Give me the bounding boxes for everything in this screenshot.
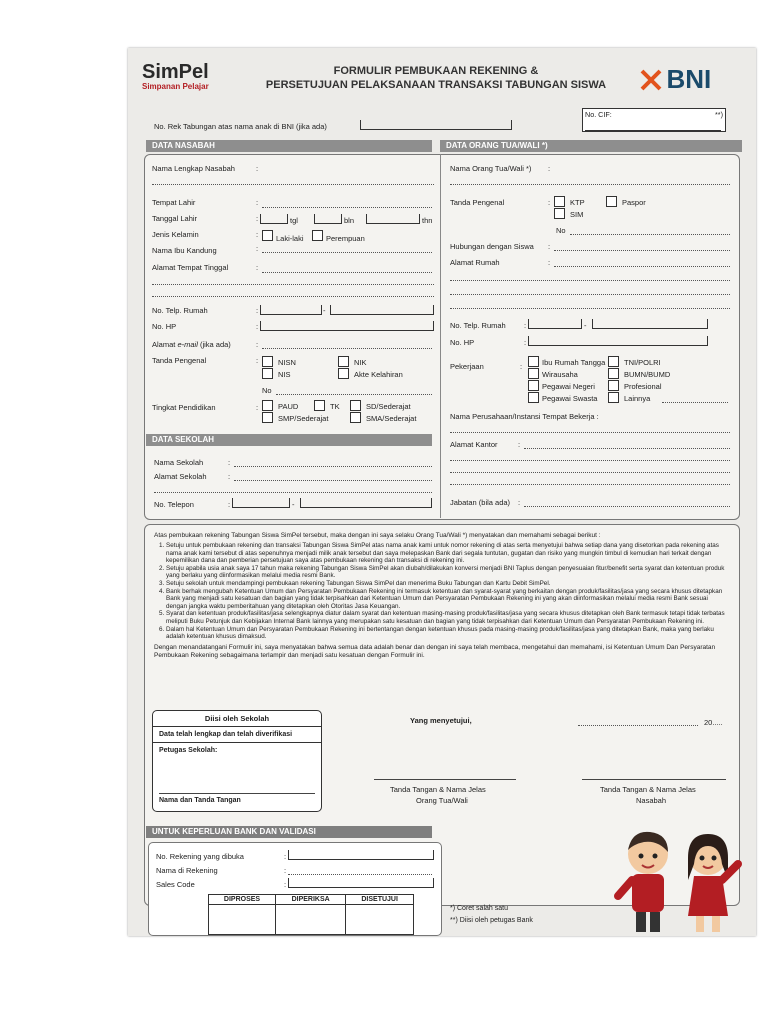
prof-checkbox[interactable] <box>608 380 619 391</box>
kantor-field-2[interactable] <box>450 460 730 461</box>
terms-text: Atas pembukaan rekening Tabungan Siswa SimPel tersebut, maka dengan ini saya selaku Orang Tua/Wali *) menyatakan dan memahami sebagai berikut : 1. Setuju untuk pembukaan rekening dan transaksi Tabungan Siswa SimPel atas nama anak kami untuk nomor rekening di atas serta menyetujui bahwa setiap dana yang disetorkan pada rekening atas nama anak kami tersebut di atas sepenuhnya menjadi milik anak tersebut dan saya melepaskan Bank dari segala tuntutan, gugatan dan risiko yang mungkin timbul di kemudian hari terkait dengan kepemilikan dana dan pemberian persetujuan saya atas pembukaan rekening dan transaksi di rekening ini. 2. Setuju apabila usia anak saya 17 tahun maka rekening Tabungan Siswa SimPel akan diubah/dilakukan konversi menjadi BNI Taplus dengan penyesuaian fitur/benefit serta syarat dan ketentuan produk yang berlaku yang diinformasikan melalui media resmi Bank. 3. Setuju sekolah untuk mendampingi pembukaan rekening Tabungan Siswa SimPel dan menerima Buku Tabungan dan Kartu Debit SimPel. 4. Bank berhak mengubah Ketentuan Umum dan Persyaratan Pembukaan Rekening ini termasuk ketentuan dan syarat-syarat yang berkaitan dengan produk/fasilitas/jasa yang secara khusus ditetapkan Bank yang menjadi satu kesatuan dan bagian yang tidak terpisahkan dari Ketentuan Umum dan Persyaratan Pembukaan Rekening ini yang akan diinformasikan melalui media resmi Bank sesuai dengan jangka waktu pemberitahuan yang ditetapkan oleh Otoritas Jasa Keuangan. 5. Syarat dan ketentuan produk/fasilitas/jasa selengkapnya diatur dalam syarat dan ketentuan masing-masing produk/fasilitas/jasa yang secara khusus ditetapkan oleh Bank termasuk tetapi tidak terbatas meliputi Buku Petunjuk dan Kebijakan Internal Bank lainnya yang merupakan satu kesatuan dan bagian yang tidak terpisahkan dari Ketentuan Umum dan Persyaratan Pembukaan Rekening ini. 6. Dalam hal Ketentuan Umum dan Persyaratan Pembukaan Rekening ini bertentangan dengan ketentuan khusus pada masing-masing produk/fasilitas/jasa yang ditetapkan Bank, maka yang berlaku adalah ketentuan khusus dimaksud. Dengan menandatangani Formulir ini, saya menyatakan bahwa semua data adalah benar dan dengan ini saya telah membaca, mengetahui dan memahami, isi Ketentuan Umum Dan Persyaratan Pembukaan Rekening sebagaimana terlampir dan menjadi satu kesatuan dengan Formulir ini. <box>154 532 728 660</box>
cell-diperiksa[interactable] <box>276 905 346 935</box>
jabatan-field[interactable] <box>524 506 730 507</box>
pengenal-no-field[interactable] <box>276 394 432 395</box>
student-mascots-illustration <box>608 824 748 934</box>
alamat-sekolah-field-2[interactable] <box>154 492 432 493</box>
sales-code-label: Sales Code <box>156 880 195 889</box>
telp-rumah-field[interactable] <box>330 305 434 315</box>
nama-sekolah-field[interactable] <box>234 466 432 467</box>
alamat-field-3[interactable] <box>152 296 434 297</box>
email-label: Alamat e-mail (jika ada) <box>152 340 231 349</box>
telp-ortu-label: No. Telp. Rumah <box>450 321 506 330</box>
tni-checkbox[interactable] <box>608 356 619 367</box>
boy-mascot <box>618 832 668 932</box>
sim-checkbox[interactable] <box>554 208 565 219</box>
tanggal-lahir-label: Tanggal Lahir <box>152 214 198 223</box>
email-field[interactable] <box>262 348 432 349</box>
bumn-checkbox[interactable] <box>608 368 619 379</box>
perempuan-checkbox[interactable] <box>312 230 323 241</box>
perusahaan-label: Nama Perusahaan/Instansi Tempat Bekerja : <box>450 412 599 421</box>
nama-ortu-label: Nama Orang Tua/Wali *) <box>450 164 532 173</box>
alamat-ortu-field-3[interactable] <box>450 294 730 295</box>
hp-label: No. HP <box>152 322 177 331</box>
jenis-kelamin-label: Jenis Kelamin <box>152 230 199 239</box>
nama-sekolah-label: Nama Sekolah <box>154 458 204 467</box>
akte-checkbox[interactable] <box>338 368 349 379</box>
alamat-field-2[interactable] <box>152 284 434 285</box>
lain-checkbox[interactable] <box>608 392 619 403</box>
kantor-label: Alamat Kantor <box>450 440 498 449</box>
note-petugas: **) Diisi oleh petugas Bank <box>450 917 533 924</box>
alamat-ortu-label: Alamat Rumah <box>450 258 500 267</box>
simpel-logo: SimPel Simpanan Pelajar <box>142 61 209 91</box>
col-disetujui: DISETUJUI <box>346 895 414 905</box>
hp-field[interactable] <box>260 321 434 331</box>
col-diproses: DIPROSES <box>209 895 276 905</box>
bni-emblem-icon <box>640 68 662 92</box>
swasta-checkbox[interactable] <box>528 392 539 403</box>
tgl-field[interactable] <box>260 214 288 224</box>
bln-field[interactable] <box>314 214 342 224</box>
section-ortu: DATA ORANG TUA/WALI *) <box>440 140 742 152</box>
alamat-ortu-field-2[interactable] <box>450 280 730 281</box>
section-bank: UNTUK KEPERLUAN BANK DAN VALIDASI <box>146 826 432 838</box>
girl-mascot <box>688 834 738 932</box>
pengenal-label: Tanda Pengenal <box>152 356 207 365</box>
rek-field[interactable] <box>360 120 512 130</box>
col-diperiksa: DIPERIKSA <box>276 895 346 905</box>
nis-checkbox[interactable] <box>262 368 273 379</box>
note-coret: *) Coret salah satu <box>450 905 508 912</box>
telepon-sekolah-field[interactable] <box>300 498 432 508</box>
tempat-lahir-label: Tempat Lahir <box>152 198 196 207</box>
cif-box[interactable]: No. CIF: **) <box>582 108 726 132</box>
sd-checkbox[interactable] <box>350 400 361 411</box>
bni-logo: BNI <box>640 64 711 95</box>
alamat-label: Alamat Tempat Tinggal <box>152 263 229 272</box>
hubungan-label: Hubungan dengan Siswa <box>450 242 534 251</box>
tahun-label: 20..... <box>704 718 723 727</box>
form-page: SimPel Simpanan Pelajar FORMULIR PEMBUKAAN REKENING & PERSETUJUAN PELAKSANAAN TRANSAKSI TABUNGAN SISWA BNI No. CIF: **) No. Rek Tabungan atas nama anak di BNI (jika ada) DATA NASABAH DATA ORANG TUA/WALI *) Nama Lengkap Nasabah : Tempat Lahir : Tanggal Lahir : tgl bln thn Jenis Kelamin : Laki-laki Perempuan Nama Ibu Kandung : Alamat Tempat Tinggal : No. Telp. Rumah : - No. HP : Alamat e-mail (jika ada) : Tanda Pengenal : NISN NIK NIS Akte Kelahiran No Tingkat Pendidikan : PAUD TK SD/Sederajat SMP/Sederajat SMA/Sederajat DATA SEKOLAH Nama Sekolah : Alamat Sekolah : No. Telepon : - Nama Orang Tua/Wali *) : Tanda Pengenal : KTP Paspor SIM No Hubungan dengan Siswa : Alamat Rumah : No. Telp. Rumah : - No. HP : Pekerjaan : Ibu Rumah Tangga TNI/POLRI Wirausaha BUMN/BUMD Pegawai Negeri Profesional Pegawai Swasta Lainnya Nama Perusahaan/Instansi Tempat Bekerja : Alamat Kantor : Jabatan (bila ada) : Atas pembukaan rekening Tabungan Siswa SimPel tersebut, maka dengan ini saya selaku Orang Tua/Wali *) menyatakan dan memahami sebagai berikut : 1. Setuju untuk pembukaan rekening dan transaksi Tabungan Siswa SimPel atas nama anak kami untuk nomor rekening di atas serta menyetujui bahwa setiap dana yang disetorkan pada rekening atas nama anak kami tersebut di atas sepenuhnya menjadi milik anak tersebut dan saya melepaskan Bank dari segala tuntutan, gugatan dan risiko yang mungkin timbul di kemudian hari terkait dengan kepemilikan dana dan pemberian persetujuan saya atas pembukaan rekening dan transaksi di rekening ini. 2. Setuju apabila usia anak saya 17 tahun maka rekening Tabungan Siswa SimPel akan diubah/dilakukan konversi menjadi BNI Taplus dengan penyesuaian fitur/benefit serta syarat dan ketentuan produk yang berlaku yang diinformasikan melalui media resmi Bank. 3. Setuju sekolah untuk mendampingi pembukaan rekening Tabungan Siswa SimPel dan menerima Buku Tabungan dan Kartu Debit SimPel. 4. Bank berhak mengubah Ketentuan Umum dan Persyaratan Pembukaan Rekening ini termasuk ketentuan dan syarat-syarat yang berkaitan dengan produk/fasilitas/jasa yang secara khusus ditetapkan Bank yang menjadi satu kesatuan dan bagian yang tidak terpisahkan dari Ketentuan Umum dan Persyaratan Pembukaan Rekening ini yang akan diinformasikan melalui media resmi Bank sesuai dengan jangka waktu pemberitahuan yang ditetapkan oleh Otoritas Jasa Keuangan. 5. Syarat dan ketentuan produk/fasilitas/jasa selengkapnya diatur dalam syarat dan ketentuan masing-masing produk/fasilitas/jasa yang secara khusus ditetapkan oleh Bank termasuk tetapi tidak terbatas meliputi Buku Petunjuk dan Kebijakan Internal Bank lainnya yang merupakan satu kesatuan dan bagian yang tidak terpisahkan dari Ketentuan Umum dan Persyaratan Pembukaan Rekening ini. 6. Dalam hal Ketentuan Umum dan Persyaratan Pembukaan Rekening ini bertentangan dengan ketentuan khusus pada masing-masing produk/fasilitas/jasa yang ditetapkan Bank, maka yang berlaku adalah ketentuan khusus dimaksud. Dengan menandatangani Formulir ini, saya menyatakan bahwa semua data adalah benar dan dengan ini saya telah membaca, mengetahui dan memahami, isi Ketentuan Umum Dan Persyaratan Pembukaan Rekening sebagaimana terlampir dan menjadi satu kesatuan dengan Formulir ini. Diisi oleh Sekolah Data telah lengkap dan telah diverifikasi Petugas Sekolah: Nama dan Tanda Tangan Yang menyetujui, 20..... Tanda Tangan & Nama Jelas Orang Tua/Wali Tanda Tangan & Nama Jelas Nasabah UNTUK KEPERLUAN BANK DAN VALIDASI No. Rekening yang dibuka : Nama di Rekening : Sales Code : DIPROSES DIPERIKSA DISETUJUI *) Coret salah satu **) Diisi oleh petugas Bank <box>128 48 756 936</box>
smp-checkbox[interactable] <box>262 412 273 423</box>
nama-nasabah-field[interactable] <box>152 184 434 185</box>
cell-diproses[interactable] <box>209 905 276 935</box>
telp-ortu-field[interactable] <box>592 319 708 329</box>
alamat-sekolah-field-1[interactable] <box>234 480 432 481</box>
nisn-checkbox[interactable] <box>262 356 273 367</box>
telp-rumah-label: No. Telp. Rumah <box>152 306 208 315</box>
telepon-sekolah-label: No. Telepon <box>154 500 194 509</box>
cell-disetujui[interactable] <box>346 905 414 935</box>
tempat-lahir-field[interactable] <box>262 207 432 208</box>
kantor-field-1[interactable] <box>524 448 730 449</box>
nik-checkbox[interactable] <box>338 356 349 367</box>
jabatan-label: Jabatan (bila ada) <box>450 498 511 507</box>
menyetujui-label: Yang menyetujui, <box>410 716 472 725</box>
validation-table <box>208 894 414 935</box>
nama-rekening-label: Nama di Rekening <box>156 866 218 875</box>
terms-list: 1. Setuju untuk pembukaan rekening dan transaksi Tabungan Siswa SimPel atas nama anak kami untuk nomor rekening di atas serta menyetujui bahwa setiap dana yang disetorkan pada rekening atas nama anak kami tersebut di atas sepenuhnya menjadi milik anak tersebut dan saya melepaskan Bank dari segala tuntutan, gugatan dan risiko yang mungkin timbul di kemudian hari terkait dengan kepemilikan dana dan pemberian persetujuan saya atas pembukaan rekening dan transaksi di rekening ini. 2. Setuju apabila usia anak saya 17 tahun maka rekening Tabungan Siswa SimPel akan diubah/dilakukan konversi menjadi BNI Taplus dengan penyesuaian fitur/benefit serta syarat dan ketentuan produk yang berlaku yang diinformasikan melalui media resmi Bank. 3. Setuju sekolah untuk mendampingi pembukaan rekening Tabungan Siswa SimPel dan menerima Buku Tabungan dan Kartu Debit SimPel. 4. Bank berhak mengubah Ketentuan Umum dan Persyaratan Pembukaan Rekening ini termasuk ketentuan dan syarat-syarat yang berkaitan dengan produk/fasilitas/jasa yang secara khusus ditetapkan Bank yang menjadi satu kesatuan dan bagian yang tidak terpisahkan dari Ketentuan Umum dan Persyaratan Pembukaan Rekening ini yang akan diinformasikan melalui media resmi Bank sesuai dengan jangka waktu pemberitahuan yang ditetapkan oleh Otoritas Jasa Keuangan. 5. Syarat dan ketentuan produk/fasilitas/jasa selengkapnya diatur dalam syarat dan ketentuan masing-masing produk/fasilitas/jasa yang secara khusus ditetapkan oleh Bank termasuk tetapi tidak terbatas meliputi Buku Petunjuk dan Kebijakan Internal Bank lainnya yang merupakan satu kesatuan dan bagian yang tidak terpisahkan dari Ketentuan Umum dan Persyaratan Pembukaan Rekening ini. 6. Dalam hal Ketentuan Umum dan Persyaratan Pembukaan Rekening ini bertentangan dengan ketentuan khusus pada masing-masing produk/fasilitas/jasa yang ditetapkan Bank, maka yang berlaku adalah ketentuan khusus dimaksud. <box>154 542 728 641</box>
nama-ortu-field[interactable] <box>450 184 730 185</box>
ortu-wali-label: Orang Tua/Wali <box>416 796 468 805</box>
ibu-kandung-label: Nama Ibu Kandung <box>152 246 217 255</box>
negeri-checkbox[interactable] <box>528 380 539 391</box>
ttd-ortu-label: Tanda Tangan & Nama Jelas <box>390 785 486 794</box>
sma-checkbox[interactable] <box>350 412 361 423</box>
kantor-field-4[interactable] <box>450 484 730 485</box>
nama-rekening-field[interactable] <box>288 874 432 875</box>
ibu-kandung-field[interactable] <box>262 252 432 253</box>
alamat-ortu-field-4[interactable] <box>450 308 730 309</box>
alamat-ortu-field-1[interactable] <box>554 266 730 267</box>
tk-checkbox[interactable] <box>314 400 325 411</box>
hubungan-field[interactable] <box>554 250 730 251</box>
kantor-field-3[interactable] <box>450 472 730 473</box>
laki-checkbox[interactable] <box>262 230 273 241</box>
no-rek-bank-label: No. Rekening yang dibuka <box>156 852 244 861</box>
section-sekolah: DATA SEKOLAH <box>146 434 432 446</box>
ktp-checkbox[interactable] <box>554 196 565 207</box>
nasabah-signature-line[interactable] <box>582 779 726 780</box>
paspor-checkbox[interactable] <box>606 196 617 207</box>
pengenal-ortu-label: Tanda Pengenal <box>450 198 505 207</box>
alamat-sekolah-label: Alamat Sekolah <box>154 472 207 481</box>
hp-ortu-label: No. HP <box>450 338 475 347</box>
section-nasabah: DATA NASABAH <box>146 140 432 152</box>
pendidikan-label: Tingkat Pendidikan <box>152 403 216 412</box>
thn-field[interactable] <box>366 214 420 224</box>
no-rek-bank-field[interactable] <box>288 850 434 860</box>
nama-nasabah-label: Nama Lengkap Nasabah <box>152 164 235 173</box>
paud-checkbox[interactable] <box>262 400 273 411</box>
tempat-tanggal-field[interactable] <box>578 725 698 726</box>
ttd-nasabah-label: Tanda Tangan & Nama Jelas <box>600 785 696 794</box>
wira-checkbox[interactable] <box>528 368 539 379</box>
rek-label: No. Rek Tabungan atas nama anak di BNI (jika ada) <box>154 122 327 131</box>
hp-ortu-field[interactable] <box>528 336 708 346</box>
school-verification-box: Diisi oleh Sekolah Data telah lengkap dan telah diverifikasi Petugas Sekolah: Nama dan Tanda Tangan <box>152 710 322 812</box>
telp-rumah-prefix[interactable] <box>260 305 322 315</box>
telp-ortu-prefix[interactable] <box>528 319 582 329</box>
nasabah-label: Nasabah <box>636 796 667 805</box>
form-title: FORMULIR PEMBUKAAN REKENING & PERSETUJUAN PELAKSANAAN TRANSAKSI TABUNGAN SISWA <box>265 65 607 91</box>
lain-field[interactable] <box>662 402 728 403</box>
alamat-field-1[interactable] <box>262 272 432 273</box>
pekerjaan-label: Pekerjaan <box>450 362 484 371</box>
panel-divider <box>440 154 441 518</box>
irt-checkbox[interactable] <box>528 356 539 367</box>
ortu-signature-line[interactable] <box>374 779 516 780</box>
telepon-sekolah-prefix[interactable] <box>232 498 290 508</box>
sales-code-field[interactable] <box>288 878 434 888</box>
pengenal-ortu-no-field[interactable] <box>570 234 730 235</box>
perusahaan-field[interactable] <box>450 432 730 433</box>
